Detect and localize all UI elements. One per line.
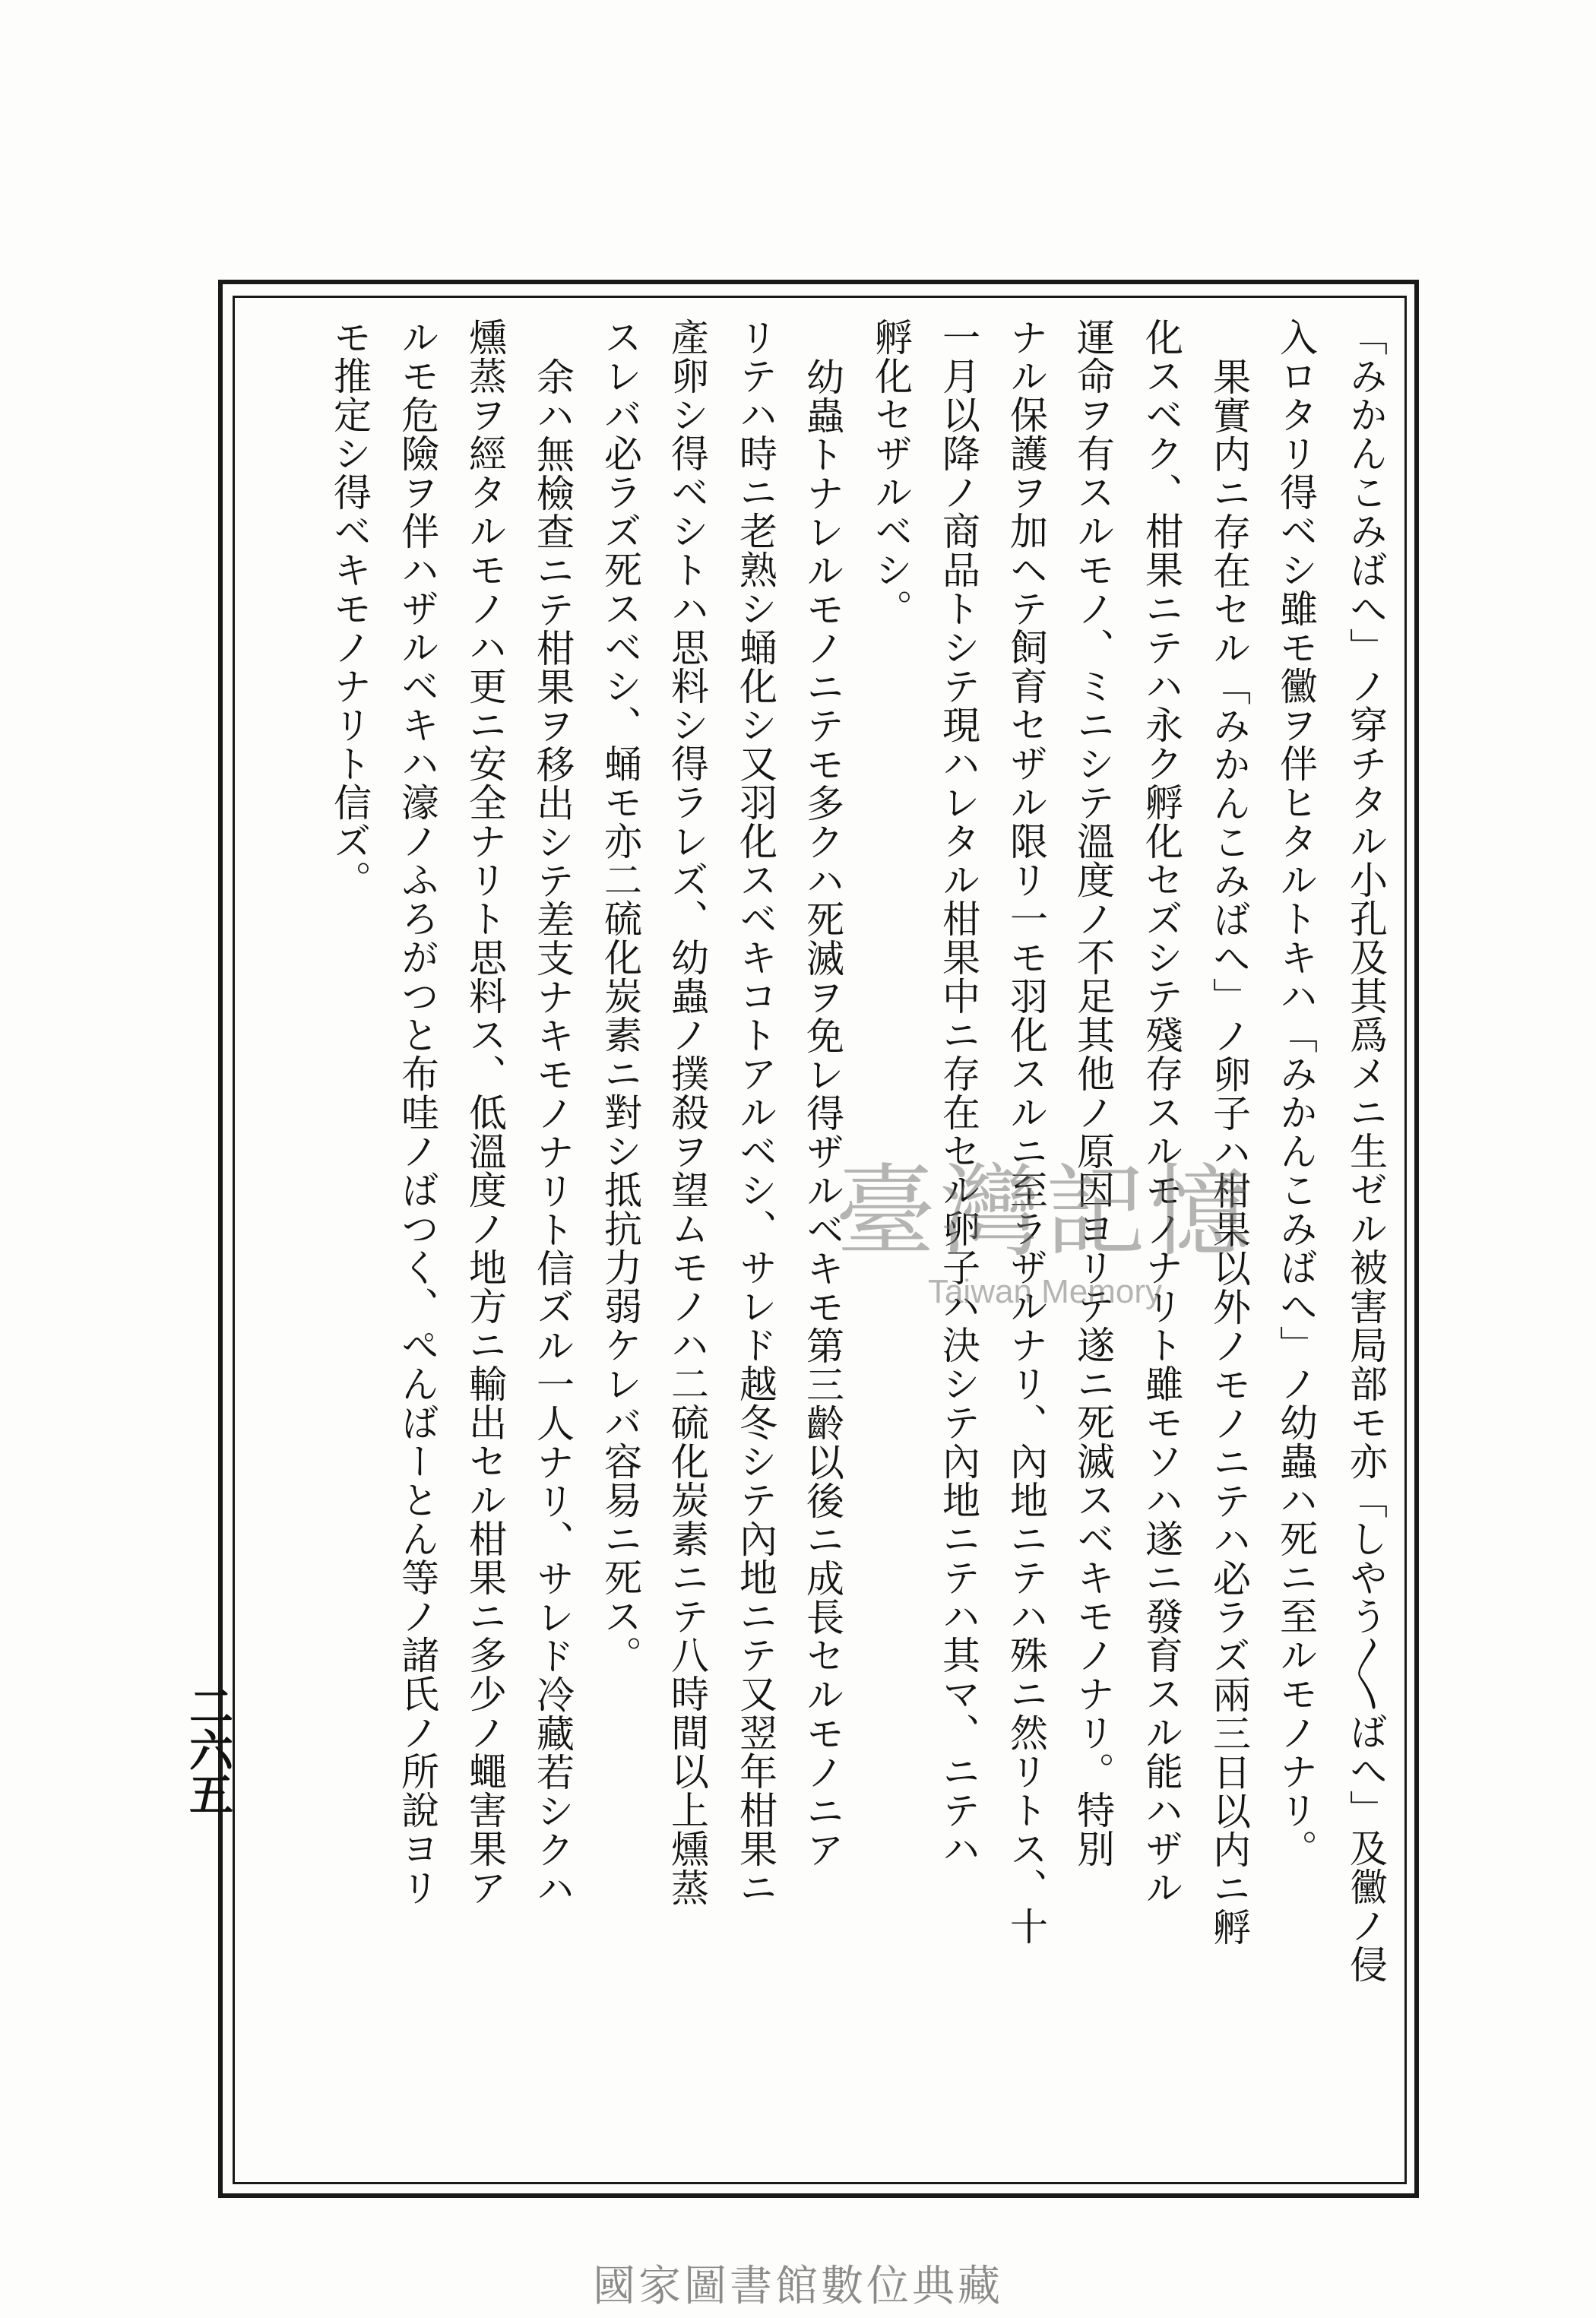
text-column: 余ハ無檢查ニテ柑果ヲ移出シテ差支ナキモノナリト信ズル一人ナリ、サレド冷藏若シクハ bbox=[530, 357, 575, 1908]
text-column: ルモ危險ヲ伴ハザルベキハ濠ノふろがつと布哇ノばつく、ぺんばーとん等ノ諸氏ノ所說ヨリ bbox=[395, 318, 439, 1907]
watermark-subtitle: Taiwan Memory bbox=[927, 1273, 1163, 1310]
page-number: 二六五 bbox=[182, 1683, 233, 1816]
text-column: リテハ時ニ老熟シ蛹化シ又羽化スベキコトアルベシ、サレド越冬シテ內地ニテ又翌年柑果ニ bbox=[733, 318, 777, 1907]
text-column: ナル保護ヲ加ヘテ飼育セザル限リ一モ羽化スルニ至ラザルナリ、內地ニテハ殊ニ然リトス、十 bbox=[1004, 318, 1048, 1946]
text-column: 果實内ニ存在セル「みかんこみばへ」ノ卵子ハ柑果以外ノモノニテハ必ラズ兩三日以内ニ孵 bbox=[1207, 357, 1251, 1946]
text-column: 一月以降ノ商品トシテ現ハレタル柑果中ニ存在セル卵子ハ決シテ內地ニテハ其マ、ニテハ bbox=[936, 318, 980, 1868]
text-column: 孵化セザルベシ。 bbox=[869, 318, 913, 628]
text-column: 入ロタリ得ベシ雖モ黴ヲ伴ヒタルトキハ「みかんこみばへ」ノ幼蟲ハ死ニ至ルモノナリ。 bbox=[1274, 318, 1318, 1868]
watermark-logo bbox=[802, 1155, 1288, 1330]
text-column: 「みかんこみばへ」ノ穿チタル小孔及其爲メニ生ゼル被害局部モ亦「しやう〳〵ばへ」及黴ノ侵 bbox=[1344, 318, 1388, 1984]
text-column: 燻蒸ヲ經タルモノハ更ニ安全ナリト思料ス、低溫度ノ地方ニ輸出セル柑果ニ多少ノ蠅害果ア bbox=[463, 318, 507, 1907]
watermark-title: 臺灣記憶 bbox=[835, 1154, 1255, 1271]
text-column: モ推定シ得ベキモノナリト信ズ。 bbox=[328, 318, 372, 899]
text-column: スレバ必ラズ死スベシ、蛹モ亦二硫化炭素ニ對シ抵抗力弱ケレバ容易ニ死ス。 bbox=[598, 318, 642, 1674]
text-column: 產卵シ得ベシトハ思料シ得ラレズ、幼蟲ノ撲殺ヲ望ムモノハ二硫化炭素ニテ八時間以上燻蒸 bbox=[665, 318, 709, 1907]
text-column: 幼蟲トナレルモノニテモ多クハ死滅ヲ免レ得ザルベキモ第三齡以後ニ成長セルモノニア bbox=[800, 357, 844, 1869]
text-column: 運命ヲ有スルモノ、ミニシテ溫度ノ不足其他ノ原因ヨリテ遂ニ死滅スベキモノナリ。特別 bbox=[1071, 318, 1115, 1868]
collection-footer: 國家圖書館數位典藏 bbox=[593, 2262, 1003, 2310]
text-column: 化スベク、柑果ニテハ永ク孵化セズシテ殘存スルモノナリト雖モソハ遂ニ發育スル能ハザル bbox=[1139, 318, 1183, 1907]
